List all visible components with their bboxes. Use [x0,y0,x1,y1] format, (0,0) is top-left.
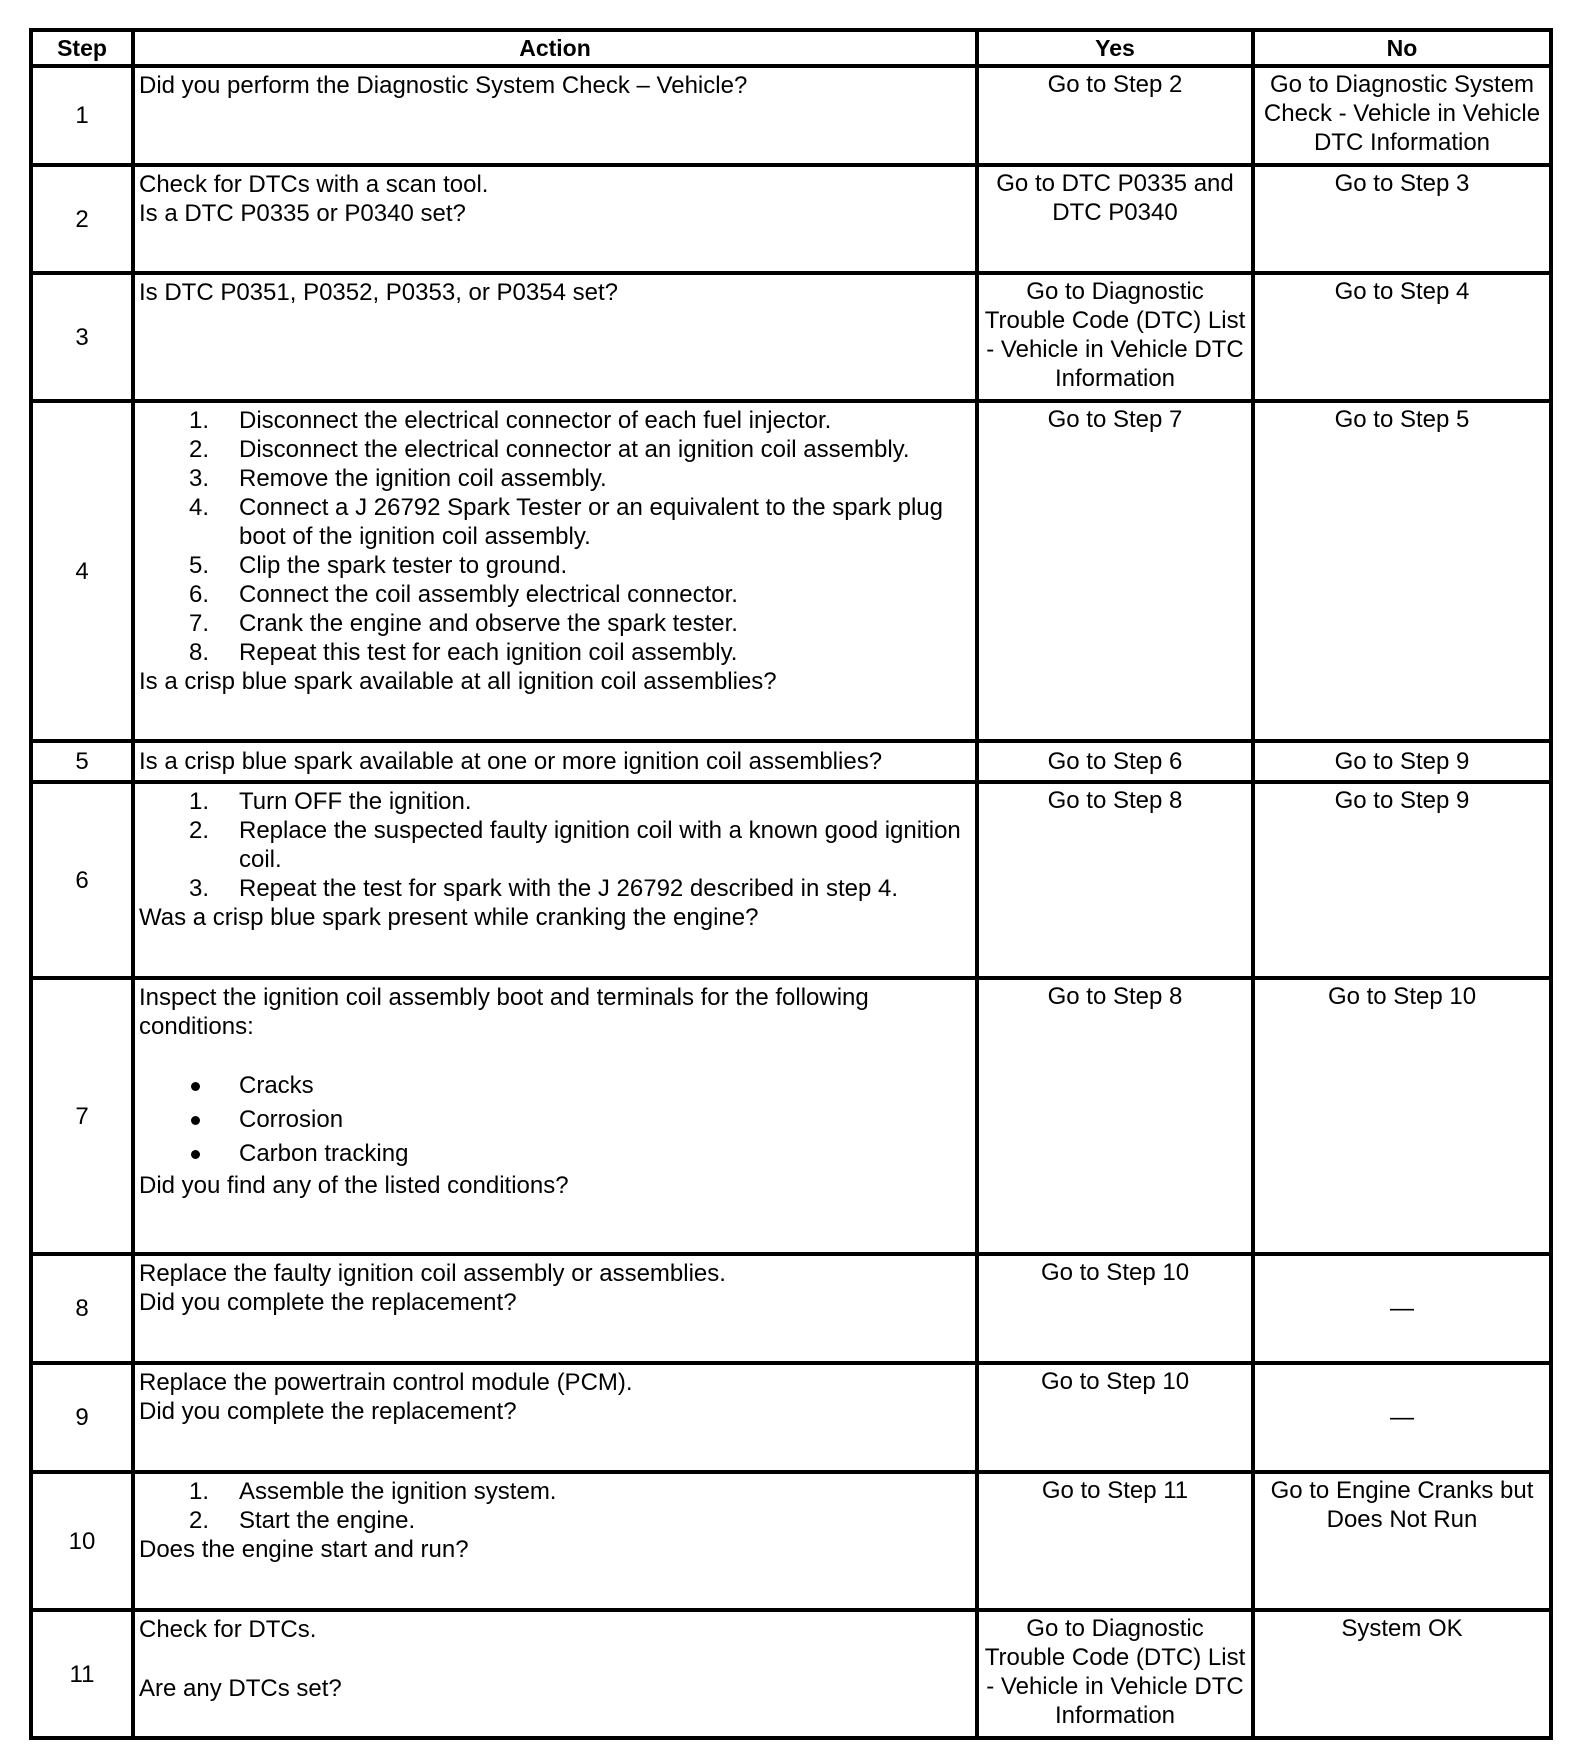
procedure-list [139,1477,971,1535]
no-text: System OK [1341,1615,1463,1642]
action-text: Did you perform the Diagnostic System Check – Vehicle? [139,72,748,99]
question-text: Did you find any of the listed conditions? [139,1172,569,1199]
action-cell [133,401,977,741]
header-no: No [1253,30,1551,66]
table-row [31,1363,1551,1472]
action-text: Is DTC P0351, P0352, P0353, or P0354 set? [139,279,618,306]
no-cell [1253,782,1551,978]
yes-text: Go to Step 10 [1040,1368,1190,1395]
step-number: 5 [31,741,133,782]
action-cell [133,1610,977,1738]
no-text: — [1390,1403,1414,1431]
table-row [31,1610,1551,1738]
bullet-icon [191,1116,200,1125]
step-number: 7 [31,978,133,1254]
action-cell [133,66,977,165]
list-item: Corrosion [139,1103,971,1137]
action-cell [133,978,977,1254]
list-item: 2. Start the engine. [189,1507,416,1534]
yes-text: Go to Step 11 [1041,1477,1189,1504]
yes-text: Go to Step 8 [1047,787,1183,814]
action-cell [133,1363,977,1472]
list-item: 1. Turn OFF the ignition. [189,788,472,815]
bullet-icon [191,1150,200,1159]
yes-text: Go to Step 7 [1047,406,1183,433]
step-number: 10 [31,1472,133,1610]
step-number: 4 [31,401,133,741]
step-number: 2 [31,165,133,273]
header-action: Action [133,30,977,66]
no-cell [1253,401,1551,741]
step-number: 1 [31,66,133,165]
table-row [31,165,1551,273]
procedure-list [139,787,971,903]
action-cell [133,1472,977,1610]
question-text: Is a DTC P0335 or P0340 set? [139,200,466,227]
bullet-icon [191,1082,200,1091]
table-row [31,978,1551,1254]
no-text: — [1390,1294,1414,1322]
no-cell [1253,273,1551,401]
list-item: 4. Connect a J 26792 Spark Tester or an equivalent to the spark plug boot of the ignition coil assembly. [189,494,944,550]
no-cell [1253,1610,1551,1738]
list-item: 2. Replace the suspected faulty ignition coil with a known good ignition coil. [189,817,961,873]
yes-text: Go to DTC P0335 and DTC P0340 [996,170,1234,226]
table-row [31,66,1551,165]
yes-text: Go to Diagnostic Trouble Code (DTC) List - Vehicle in Vehicle DTC Information [984,278,1246,392]
yes-cell [977,165,1253,273]
action-text: Inspect the ignition coil assembly boot and terminals for the following conditions: [139,984,869,1040]
step-number: 3 [31,273,133,401]
no-cell [1253,1472,1551,1610]
list-item: 7. Crank the engine and observe the spark tester. [189,610,738,637]
no-text: Go to Step 3 [1334,170,1470,197]
table-row [31,273,1551,401]
table-row [31,1254,1551,1363]
no-text: Go to Engine Cranks but Does Not Run [1270,1477,1534,1533]
list-item: 6. Connect the coil assembly electrical connector. [189,581,738,608]
procedure-list [139,406,971,667]
yes-cell [977,1254,1253,1363]
list-item: 3. Repeat the test for spark with the J 26792 described in step 4. [189,875,899,902]
yes-cell [977,1363,1253,1472]
table-row [31,1472,1551,1610]
question-text: Is a crisp blue spark available at one or more ignition coil assemblies? [139,748,883,775]
list-item: Cracks [139,1069,971,1103]
list-item: 5. Clip the spark tester to ground. [189,552,568,579]
list-item: Carbon tracking [139,1137,971,1171]
list-item: 2. Disconnect the electrical connector at an ignition coil assembly. [189,436,910,463]
no-text: Go to Step 5 [1334,406,1470,433]
header-row [31,30,1551,66]
no-cell [1253,1254,1551,1363]
list-item: 1. Disconnect the electrical connector of each fuel injector. [189,407,832,434]
no-cell [1253,978,1551,1254]
yes-text: Go to Step 2 [1047,71,1183,98]
question-text: Are any DTCs set? [139,1675,342,1702]
table-row [31,401,1551,741]
yes-cell [977,401,1253,741]
action-text: Check for DTCs. [139,1616,317,1643]
list-item: 8. Repeat this test for each ignition coil assembly. [189,639,738,666]
condition-list [139,1069,971,1171]
no-cell [1253,66,1551,165]
step-number: 6 [31,782,133,978]
no-cell [1253,741,1551,782]
header-yes: Yes [977,30,1253,66]
yes-cell [977,782,1253,978]
no-text: Go to Step 4 [1334,278,1470,305]
action-cell [133,165,977,273]
list-item: 3. Remove the ignition coil assembly. [189,465,607,492]
yes-cell [977,1610,1253,1738]
no-text: Go to Step 9 [1334,787,1470,814]
no-text: Go to Diagnostic System Check - Vehicle in Vehicle DTC Information [1263,71,1541,156]
yes-cell [977,1472,1253,1610]
yes-cell [977,273,1253,401]
yes-text: Go to Step 8 [1047,983,1183,1010]
diagnostic-table [29,28,1553,1740]
yes-cell [977,66,1253,165]
step-number: 9 [31,1363,133,1472]
action-text: Check for DTCs with a scan tool. [139,171,489,198]
question-text: Did you complete the replacement? [139,1398,517,1425]
yes-cell [977,741,1253,782]
action-cell [133,1254,977,1363]
header-step: Step [31,30,133,66]
yes-text: Go to Step 6 [1047,747,1183,775]
question-text: Does the engine start and run? [139,1536,469,1563]
action-cell [133,782,977,978]
list-item: 1. Assemble the ignition system. [189,1478,557,1505]
action-text: Replace the powertrain control module (PCM). [139,1369,633,1396]
step-number: 8 [31,1254,133,1363]
action-cell [133,741,977,782]
question-text: Was a crisp blue spark present while cranking the engine? [139,904,759,931]
no-text: Go to Step 10 [1327,983,1477,1010]
no-text: Go to Step 9 [1334,747,1470,775]
no-cell [1253,165,1551,273]
action-cell [133,273,977,401]
table-row [31,782,1551,978]
no-cell [1253,1363,1551,1472]
table-row [31,741,1551,782]
yes-cell [977,978,1253,1254]
action-text: Replace the faulty ignition coil assembly or assemblies. [139,1260,726,1287]
question-text: Is a crisp blue spark available at all ignition coil assemblies? [139,668,777,695]
question-text: Did you complete the replacement? [139,1289,517,1316]
step-number: 11 [31,1610,133,1738]
yes-text: Go to Diagnostic Trouble Code (DTC) List - Vehicle in Vehicle DTC Information [984,1615,1246,1729]
yes-text: Go to Step 10 [1040,1259,1190,1286]
